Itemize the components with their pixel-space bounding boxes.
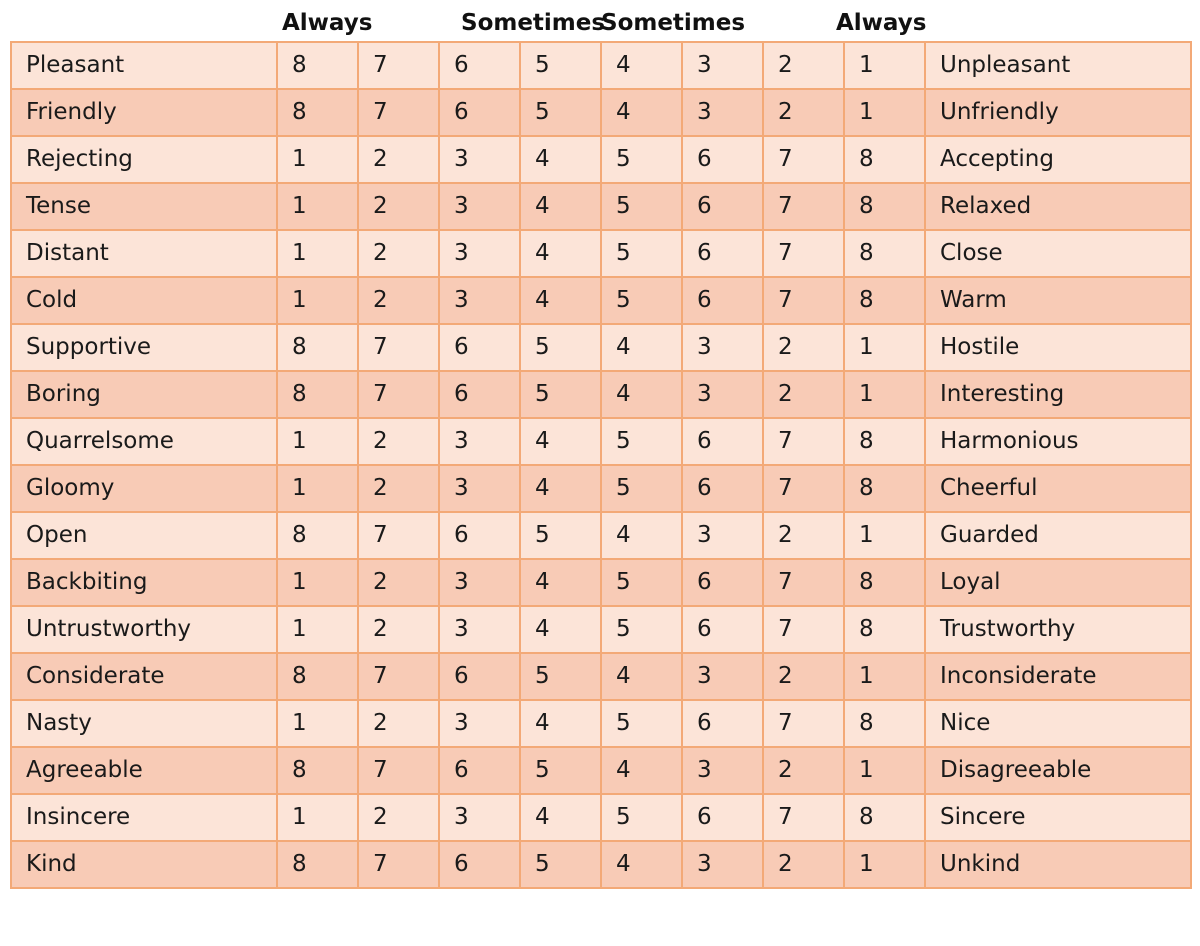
table-row: [11, 512, 1191, 559]
rating-value-cell[interactable]: 5: [601, 465, 682, 512]
rating-value-cell[interactable]: 7: [358, 324, 439, 371]
rating-value-cell[interactable]: 3: [682, 371, 763, 418]
left-adjective: Boring: [11, 371, 277, 418]
rating-value-cell[interactable]: 3: [682, 89, 763, 136]
rating-value-cell[interactable]: 7: [358, 747, 439, 794]
rating-value-cell[interactable]: 3: [682, 841, 763, 888]
rating-value-cell[interactable]: 2: [763, 747, 844, 794]
rating-value-cell[interactable]: 3: [682, 42, 763, 89]
rating-value-cell[interactable]: 2: [358, 230, 439, 277]
rating-value-cell[interactable]: 6: [682, 230, 763, 277]
rating-value-cell[interactable]: 5: [520, 324, 601, 371]
rating-value-cell[interactable]: 6: [682, 277, 763, 324]
left-adjective: Distant: [11, 230, 277, 277]
table-row: [11, 700, 1191, 747]
right-adjective: Cheerful: [925, 465, 1191, 512]
rating-value-cell[interactable]: 8: [844, 418, 925, 465]
rating-value-cell[interactable]: 8: [844, 136, 925, 183]
right-adjective: Unpleasant: [925, 42, 1191, 89]
table-row: [11, 606, 1191, 653]
right-adjective: Hostile: [925, 324, 1191, 371]
rating-value-cell[interactable]: 1: [277, 230, 358, 277]
rating-value-cell[interactable]: 4: [520, 606, 601, 653]
rating-value-cell[interactable]: 1: [277, 606, 358, 653]
rating-value-cell[interactable]: 1: [277, 277, 358, 324]
rating-value-cell[interactable]: 6: [682, 794, 763, 841]
rating-value-cell[interactable]: 1: [277, 794, 358, 841]
table-row: [11, 42, 1191, 89]
rating-value-cell[interactable]: 6: [439, 841, 520, 888]
rating-value-cell[interactable]: 7: [763, 136, 844, 183]
rating-value-cell[interactable]: 5: [520, 371, 601, 418]
rating-value-cell[interactable]: 1: [277, 700, 358, 747]
table-row: [11, 277, 1191, 324]
rating-value-cell[interactable]: 6: [682, 183, 763, 230]
rating-value-cell[interactable]: 4: [520, 418, 601, 465]
rating-value-cell[interactable]: 6: [682, 136, 763, 183]
rating-value-cell[interactable]: 3: [682, 512, 763, 559]
rating-value-cell[interactable]: 8: [277, 42, 358, 89]
scale-header: [0, 0, 1200, 40]
rating-value-cell[interactable]: 8: [844, 230, 925, 277]
rating-value-cell[interactable]: 4: [520, 700, 601, 747]
rating-value-cell[interactable]: 2: [763, 841, 844, 888]
table-row: [11, 653, 1191, 700]
rating-value-cell[interactable]: 2: [763, 89, 844, 136]
rating-value-cell[interactable]: 5: [601, 136, 682, 183]
rating-value-cell[interactable]: 4: [601, 42, 682, 89]
rating-value-cell[interactable]: 7: [763, 465, 844, 512]
right-adjective: Interesting: [925, 371, 1191, 418]
rating-value-cell[interactable]: 6: [439, 89, 520, 136]
left-adjective: Open: [11, 512, 277, 559]
rating-value-cell[interactable]: 3: [439, 183, 520, 230]
rating-value-cell[interactable]: 6: [682, 465, 763, 512]
table-row: [11, 465, 1191, 512]
rating-value-cell[interactable]: 6: [439, 747, 520, 794]
rating-value-cell[interactable]: 5: [601, 794, 682, 841]
table-row: [11, 794, 1191, 841]
rating-value-cell[interactable]: 2: [358, 606, 439, 653]
rating-value-cell[interactable]: 2: [763, 324, 844, 371]
table-row: [11, 324, 1191, 371]
rating-value-cell[interactable]: 4: [520, 794, 601, 841]
rating-value-cell[interactable]: 5: [520, 512, 601, 559]
rating-value-cell[interactable]: 4: [601, 512, 682, 559]
rating-value-cell[interactable]: 4: [520, 465, 601, 512]
rating-value-cell[interactable]: 8: [844, 559, 925, 606]
table-row: [11, 183, 1191, 230]
rating-value-cell[interactable]: 8: [277, 747, 358, 794]
rating-value-cell[interactable]: 5: [601, 700, 682, 747]
left-adjective: Insincere: [11, 794, 277, 841]
header-sometimes-left: Sometimes: [461, 10, 606, 36]
rating-value-cell[interactable]: 4: [601, 89, 682, 136]
rating-value-cell[interactable]: 1: [844, 841, 925, 888]
left-adjective: Considerate: [11, 653, 277, 700]
left-adjective: Nasty: [11, 700, 277, 747]
rating-value-cell[interactable]: 1: [844, 653, 925, 700]
left-adjective: Pleasant: [11, 42, 277, 89]
rating-value-cell[interactable]: 3: [439, 700, 520, 747]
rating-value-cell[interactable]: 7: [358, 89, 439, 136]
rating-value-cell[interactable]: 2: [358, 418, 439, 465]
right-adjective: Sincere: [925, 794, 1191, 841]
table-row: [11, 747, 1191, 794]
rating-value-cell[interactable]: 5: [520, 653, 601, 700]
rating-value-cell[interactable]: 2: [763, 653, 844, 700]
rating-value-cell[interactable]: 3: [682, 747, 763, 794]
rating-value-cell[interactable]: 7: [358, 653, 439, 700]
table-body: [11, 42, 1191, 888]
rating-value-cell[interactable]: 1: [844, 89, 925, 136]
left-adjective: Untrustworthy: [11, 606, 277, 653]
rating-value-cell[interactable]: 2: [358, 794, 439, 841]
right-adjective: Nice: [925, 700, 1191, 747]
rating-value-cell[interactable]: 8: [277, 512, 358, 559]
rating-value-cell[interactable]: 1: [844, 512, 925, 559]
rating-value-cell[interactable]: 5: [601, 277, 682, 324]
rating-value-cell[interactable]: 6: [682, 559, 763, 606]
left-adjective: Tense: [11, 183, 277, 230]
right-adjective: Relaxed: [925, 183, 1191, 230]
rating-value-cell[interactable]: 8: [277, 653, 358, 700]
rating-value-cell[interactable]: 8: [277, 324, 358, 371]
rating-value-cell[interactable]: 8: [844, 700, 925, 747]
table-row: [11, 136, 1191, 183]
left-adjective: Friendly: [11, 89, 277, 136]
rating-value-cell[interactable]: 1: [844, 42, 925, 89]
rating-value-cell[interactable]: 2: [763, 512, 844, 559]
rating-value-cell[interactable]: 7: [763, 230, 844, 277]
rating-value-cell[interactable]: 7: [763, 183, 844, 230]
right-adjective: Guarded: [925, 512, 1191, 559]
table-row: [11, 89, 1191, 136]
rating-scale-table: [10, 41, 1192, 889]
right-adjective: Unkind: [925, 841, 1191, 888]
rating-value-cell[interactable]: 7: [358, 42, 439, 89]
rating-value-cell[interactable]: 1: [844, 324, 925, 371]
rating-value-cell[interactable]: 7: [763, 277, 844, 324]
left-adjective: Quarrelsome: [11, 418, 277, 465]
rating-value-cell[interactable]: 4: [520, 183, 601, 230]
rating-value-cell[interactable]: 7: [358, 512, 439, 559]
rating-value-cell[interactable]: 7: [763, 559, 844, 606]
rating-value-cell[interactable]: 5: [601, 559, 682, 606]
rating-value-cell[interactable]: 2: [358, 700, 439, 747]
rating-value-cell[interactable]: 8: [844, 183, 925, 230]
rating-value-cell[interactable]: 2: [358, 277, 439, 324]
table-row: [11, 371, 1191, 418]
right-adjective: Trustworthy: [925, 606, 1191, 653]
rating-value-cell[interactable]: 8: [277, 371, 358, 418]
right-adjective: Accepting: [925, 136, 1191, 183]
rating-value-cell[interactable]: 5: [601, 606, 682, 653]
rating-value-cell[interactable]: 2: [358, 465, 439, 512]
table-row: [11, 559, 1191, 606]
left-adjective: Agreeable: [11, 747, 277, 794]
right-adjective: Disagreeable: [925, 747, 1191, 794]
rating-value-cell[interactable]: 1: [277, 559, 358, 606]
rating-value-cell[interactable]: 4: [520, 136, 601, 183]
table-row: [11, 418, 1191, 465]
rating-value-cell[interactable]: 4: [601, 653, 682, 700]
rating-value-cell[interactable]: 7: [763, 700, 844, 747]
rating-value-cell[interactable]: 4: [601, 324, 682, 371]
rating-value-cell[interactable]: 6: [682, 700, 763, 747]
rating-value-cell[interactable]: 6: [439, 512, 520, 559]
rating-value-cell[interactable]: 2: [358, 183, 439, 230]
rating-value-cell[interactable]: 3: [439, 230, 520, 277]
rating-value-cell[interactable]: 6: [682, 606, 763, 653]
rating-value-cell[interactable]: 2: [358, 136, 439, 183]
rating-value-cell[interactable]: 6: [439, 653, 520, 700]
rating-value-cell[interactable]: 3: [439, 465, 520, 512]
rating-value-cell[interactable]: 7: [358, 841, 439, 888]
rating-value-cell[interactable]: 2: [763, 371, 844, 418]
rating-value-cell[interactable]: 3: [439, 794, 520, 841]
left-adjective: Kind: [11, 841, 277, 888]
rating-value-cell[interactable]: 7: [763, 794, 844, 841]
rating-value-cell[interactable]: 5: [520, 42, 601, 89]
rating-value-cell[interactable]: 7: [763, 606, 844, 653]
left-adjective: Cold: [11, 277, 277, 324]
rating-value-cell[interactable]: 2: [358, 559, 439, 606]
rating-value-cell[interactable]: 4: [601, 747, 682, 794]
rating-value-cell[interactable]: 3: [682, 324, 763, 371]
rating-value-cell[interactable]: 7: [358, 371, 439, 418]
rating-value-cell[interactable]: 3: [439, 606, 520, 653]
rating-value-cell[interactable]: 5: [601, 418, 682, 465]
left-adjective: Backbiting: [11, 559, 277, 606]
rating-value-cell[interactable]: 5: [520, 841, 601, 888]
header-sometimes-right: Sometimes: [601, 10, 746, 36]
right-adjective: Close: [925, 230, 1191, 277]
rating-value-cell[interactable]: 6: [439, 42, 520, 89]
rating-value-cell[interactable]: 1: [844, 747, 925, 794]
rating-value-cell[interactable]: 5: [601, 183, 682, 230]
left-adjective: Supportive: [11, 324, 277, 371]
rating-value-cell[interactable]: 8: [844, 794, 925, 841]
rating-value-cell[interactable]: 4: [520, 559, 601, 606]
rating-value-cell[interactable]: 8: [844, 277, 925, 324]
rating-value-cell[interactable]: 3: [439, 418, 520, 465]
rating-value-cell[interactable]: 8: [844, 465, 925, 512]
rating-value-cell[interactable]: 5: [520, 747, 601, 794]
rating-value-cell[interactable]: 1: [277, 136, 358, 183]
rating-value-cell[interactable]: 4: [601, 371, 682, 418]
left-adjective: Gloomy: [11, 465, 277, 512]
rating-value-cell[interactable]: 1: [844, 371, 925, 418]
rating-value-cell[interactable]: 1: [277, 418, 358, 465]
rating-value-cell[interactable]: 8: [277, 841, 358, 888]
header-always-left: Always: [282, 10, 373, 36]
right-adjective: Loyal: [925, 559, 1191, 606]
rating-value-cell[interactable]: 8: [844, 606, 925, 653]
rating-value-cell[interactable]: 1: [277, 465, 358, 512]
rating-value-cell[interactable]: 2: [763, 42, 844, 89]
rating-value-cell[interactable]: 8: [277, 89, 358, 136]
rating-value-cell[interactable]: 5: [601, 230, 682, 277]
right-adjective: Inconsiderate: [925, 653, 1191, 700]
left-adjective: Rejecting: [11, 136, 277, 183]
rating-value-cell[interactable]: 3: [439, 136, 520, 183]
rating-value-cell[interactable]: 6: [439, 371, 520, 418]
rating-value-cell[interactable]: 7: [763, 418, 844, 465]
table-row: [11, 230, 1191, 277]
rating-value-cell[interactable]: 6: [439, 324, 520, 371]
table-row: [11, 841, 1191, 888]
rating-value-cell[interactable]: 3: [439, 277, 520, 324]
header-always-right: Always: [836, 10, 927, 36]
rating-value-cell[interactable]: 3: [439, 559, 520, 606]
right-adjective: Harmonious: [925, 418, 1191, 465]
rating-value-cell[interactable]: 5: [520, 89, 601, 136]
right-adjective: Warm: [925, 277, 1191, 324]
rating-value-cell[interactable]: 1: [277, 183, 358, 230]
rating-value-cell[interactable]: 4: [520, 230, 601, 277]
right-adjective: Unfriendly: [925, 89, 1191, 136]
rating-value-cell[interactable]: 6: [682, 418, 763, 465]
rating-value-cell[interactable]: 4: [601, 841, 682, 888]
rating-value-cell[interactable]: 3: [682, 653, 763, 700]
rating-value-cell[interactable]: 4: [520, 277, 601, 324]
